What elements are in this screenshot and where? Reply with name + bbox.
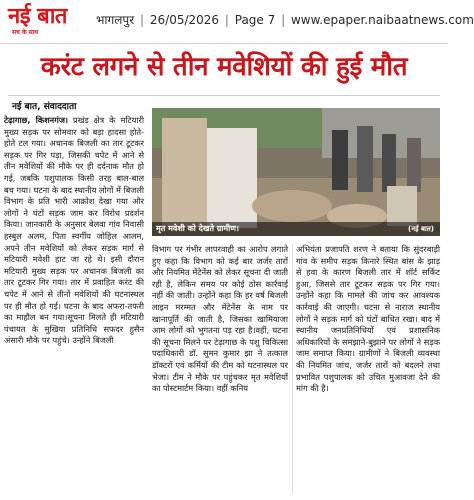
website-link[interactable]: www.epaper.naibaatnews.com — [290, 13, 474, 27]
page-number: Page 7 — [234, 13, 276, 27]
article-body-left: प्रखंड क्षेत्र के मटियारी मुख्य सड़क पर सोमवार को बड़ा हादसा होते-होते टल गया। अचानक बिजली का तार टूटकर सड़क पर गिर पड़ा, जिसकी चपेट में आने से तीन मवेशियों की मौके पर ही दर्दनाक मौत हो गई, जबकि पशुपालक किसी तरह बाल-बाल बच गया। घटना के बाद स्थानीय लोगों में बिजली विभाग के प्रति भारी आक्रोश देखा गया और लोगों ने घंटों सड़क जाम कर विरोध प्रदर्शन किया। जानकारी के अनुसार बेलवा गांव निवासी हस्बुल अलम, पिता स्वर्गीय जोहिल आलम, अपने तीन मवेशियों को लेकर सड़क मार्ग से मटियारी मवेशी हाट जा रहे थे। इसी दौरान मटियारी मुख्य सड़क पर अचानक बिजली का तार टूटकर गिर गया। तार में प्रवाहित करंट की चपेट में आने से तीनों मवेशियों की घटनास्थल पर ही मौत हो गई। घटना के बाद अफरा-तफरी का माहौल बन गया।सूचना मिलते ही मटियारी पंचायत के मुखिया प्रतिनिधि सफदर हुसैन अंसारी मौके पर पहुंचे। उन्होंने बिजली — [4, 115, 144, 346]
edition-date: 26/05/2026 — [149, 13, 220, 27]
article-column-right: अभियंता प्रजापति शरण ने बताया कि सुंदरबाड़ी गांव के समीप सड़क किनारे स्थित बांस के झाड़ से हवा के कारण बिजली तार में शॉर्ट सर्किट हुआ, जिससे तार टूटकर सड़क पर गिर गया। उन्होंने कहा कि मामले की जांच कर आवश्यक कार्रवाई की जाएगी। घटना से नाराज स्थानीय लोगों ने सड़क मार्ग को घंटों बाधित रखा। बाद में स्थानीय जनप्रतिनिधियों एवं प्रशासनिक अधिकारियों के समझाने-बुझाने पर लोगों ने सड़क जाम समाप्त किया। ग्रामीणों ने बिजली व्यवस्था की नियमित जांच, जर्जर तारों को बदलने तथा प्रभावित पशुपालक को उचित मुआवजा देने की मांग की है। — [296, 244, 440, 394]
logo-tagline: सच के साथ — [12, 29, 39, 36]
article-dateline: टेढ़ागाछ, किशनगंज। — [4, 115, 69, 125]
edition-city: भागलपुर — [96, 13, 135, 27]
article-byline: नई बात, संवाददाता — [12, 102, 77, 112]
newspaper-logo: नई बात — [8, 4, 67, 29]
photo-credit: (नई बात) — [408, 225, 434, 233]
photo-caption: मृत मवेशी को देखते ग्रामीण। — [156, 224, 240, 233]
masthead — [0, 0, 474, 44]
photo-scene — [152, 108, 440, 236]
edition-meta — [96, 14, 474, 26]
article-headline: करंट लगने से तीन मवेशियों की हुई मौत — [40, 52, 408, 82]
column-divider — [292, 244, 293, 494]
article-photo — [152, 108, 440, 236]
headline-divider — [8, 95, 440, 96]
meta-separator: | — [224, 13, 229, 27]
article-column-left — [4, 115, 144, 347]
meta-separator: | — [140, 13, 145, 27]
article-column-middle: विभाग पर गंभीर लापरवाही का आरोप लगाते हुए कहा कि विभाग को कई बार जर्जर तारों और नियमित मेंटेनेंस को लेकर सूचना दी जाती रही है, लेकिन समय पर कोई ठोस कार्रवाई नहीं की जाती। उन्होंने कहा कि हर वर्ष बिजली लाइन मरम्मत और मेंटेनेंस के नाम पर खानापूर्ति की जाती है, जिसका खामियाजा आम लोगों को भुगतना पड़ रहा है।वहीं, घटना की सूचना मिलने पर टेढ़ागाछ के पशु चिकित्सा पदाधिकारी डॉ. सुमन कुमार झा ने तत्काल डॉक्टरों एवं कर्मियों की टीम को घटनास्थल पर भेजा। टीम ने मौके पर पहुंचकर मृत मवेशियों का पोस्टमार्टम किया। वहीं कनिय — [152, 244, 288, 394]
meta-separator: | — [281, 13, 286, 27]
